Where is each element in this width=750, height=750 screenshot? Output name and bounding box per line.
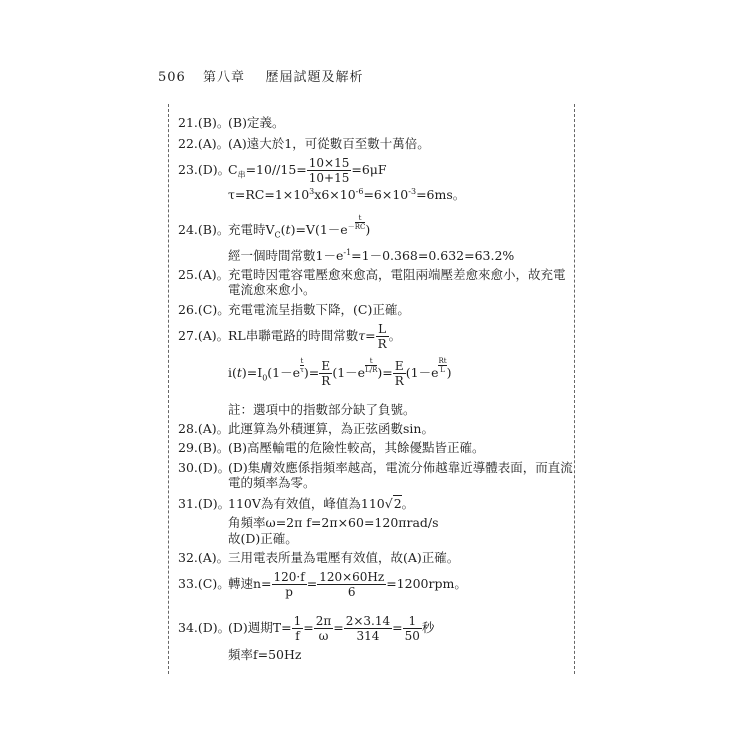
page-number: 506 xyxy=(158,70,186,85)
answer-formula: 充電時$V_C(t)=V(1-e^-$ $\frac{t}{RC}$ ) xyxy=(228,214,371,240)
answer-30-line2: 電的頻率為零。 xyxy=(228,475,316,490)
chapter-label: 第八章 xyxy=(202,70,245,85)
right-dashed-border xyxy=(574,104,575,674)
answer-text: 充電電流呈指數下降，(C)正確。 xyxy=(228,302,410,317)
answer-31-line3: 故(D)正確。 xyxy=(228,531,298,546)
exponent-fraction: $\frac{t}{L/R}$ xyxy=(365,357,378,374)
answer-23 xyxy=(178,156,387,185)
answer-25-line2: 電流愈來愈小。 xyxy=(228,282,316,297)
answer-24 xyxy=(178,214,370,240)
answer-number: 21.(B)。 xyxy=(178,115,230,130)
answer-text: 此運算為外積運算，為正弦函數sin。 xyxy=(228,421,434,436)
fraction: $\frac{120\cdot f}{p}$ xyxy=(273,570,305,599)
answer-34-line2: 頻率f=50Hz xyxy=(228,647,302,662)
answer-number: 34.(D)。 xyxy=(178,620,231,635)
answer-23-line2: $\tau=RC=1\times 10^3x6\times 10^{-6}=6\times 10^{-3}=6ms$。 xyxy=(228,186,466,202)
fraction: $\frac{120\times 60Hz}{6}$ xyxy=(319,570,385,599)
answer-number: 22.(A)。 xyxy=(178,136,230,151)
fraction: $\frac{2\pi}{\omega}$ xyxy=(315,614,332,643)
exponent-fraction: $\frac{t}{RC}$ xyxy=(354,214,366,231)
answer-31 xyxy=(178,494,414,512)
fraction: $\frac{E}{R}$ xyxy=(394,359,404,389)
square-root: √2 xyxy=(384,496,402,511)
answer-text: (D)集膚效應係指頻率越高，電流分佈越靠近導體表面，而直流 xyxy=(228,460,573,475)
answer-formula: (D)週期T= $\frac{1}{f}$ = $\frac{2\pi}{\omega}$ = $\frac{2\times 3.14}{314}$ = $\frac{1}{50}$ 秒 xyxy=(228,614,435,643)
fraction: $\frac{1}{f}$ xyxy=(293,614,302,643)
answer-33 xyxy=(178,570,467,599)
exponent-fraction: $\frac{Rt}{L}$ xyxy=(438,357,447,374)
answer-27 xyxy=(178,322,401,351)
page-header xyxy=(158,66,364,85)
answer-text: (B)高壓輸電的危險性較高，其餘優點皆正確。 xyxy=(228,440,485,455)
answer-24-line2: 經一個時間常數$1-e^{-1}=1-0.368=0.632=63.2\%$ xyxy=(228,247,515,263)
answer-number: 27.(A)。 xyxy=(178,328,230,343)
left-dashed-border xyxy=(168,104,169,674)
answer-number: 31.(D)。 xyxy=(178,496,231,511)
answer-29 xyxy=(178,438,484,456)
answer-31-line2: 角頻率ω=2π f=2π×60=120πrad/s xyxy=(228,515,439,530)
answer-34 xyxy=(178,614,434,643)
fraction: $\frac{10\times 15}{10+15}$ xyxy=(308,156,350,185)
fraction: $\frac{E}{R}$ xyxy=(321,359,331,389)
answer-text: (A)遠大於1，可從數百至數十萬倍。 xyxy=(228,136,430,151)
answer-number: 30.(D)。 xyxy=(178,460,231,475)
answer-number: 24.(B)。 xyxy=(178,222,230,238)
chapter-title: 歷屆試題及解析 xyxy=(265,70,364,85)
exponent-fraction: $\frac{t}{\tau}$ xyxy=(300,357,304,374)
answer-text: 充電時因電容電壓愈來愈高，電阻兩端壓差愈來愈小，故充電 xyxy=(228,267,566,282)
answer-number: 29.(B)。 xyxy=(178,440,230,455)
answer-formula: RL串聯電路的時間常數τ= $\frac{L}{R}$ 。 xyxy=(228,322,402,351)
fraction: $\frac{1}{50}$ xyxy=(404,614,420,643)
answer-27-line2: $i(t)=I_0(1-e$ $\frac{t}{\tau}$ )= $\frac{E}{R}$ (1－e $\frac{t}{L/R}$ )= $\frac{E}{R}$ (1－e $\frac{Rt}{L}$ ) xyxy=(228,357,452,389)
answer-formula: 110V為有效值，峰值為110√2。 xyxy=(228,496,415,511)
answer-27-note: 註：選項中的指數部分缺了負號。 xyxy=(228,402,416,417)
answer-28 xyxy=(178,419,434,437)
answer-formula: $C_串=10//15=$ $\frac{10\times 15}{10+15}$ =6μF xyxy=(228,156,387,185)
answer-text: 三用電表所量為電壓有效值，故(A)正確。 xyxy=(228,550,460,565)
answer-32 xyxy=(178,548,459,566)
answer-26 xyxy=(178,300,410,318)
answer-number: 33.(C)。 xyxy=(178,576,230,591)
answer-number: 23.(D)。 xyxy=(178,162,231,177)
fraction: $\frac{L}{R}$ xyxy=(377,322,387,351)
answer-number: 32.(A)。 xyxy=(178,550,230,565)
answer-number: 25.(A)。 xyxy=(178,267,230,282)
fraction: $\frac{2\times 3.14}{314}$ xyxy=(345,614,391,643)
answer-text: (B)定義。 xyxy=(228,115,285,130)
answer-formula: 轉速n= $\frac{120\cdot f}{p}$ = $\frac{120\times 60Hz}{6}$ =1200rpm。 xyxy=(228,570,467,599)
answer-21 xyxy=(178,113,284,131)
answer-number: 26.(C)。 xyxy=(178,302,230,317)
answer-22 xyxy=(178,134,430,152)
answer-number: 28.(A)。 xyxy=(178,421,230,436)
